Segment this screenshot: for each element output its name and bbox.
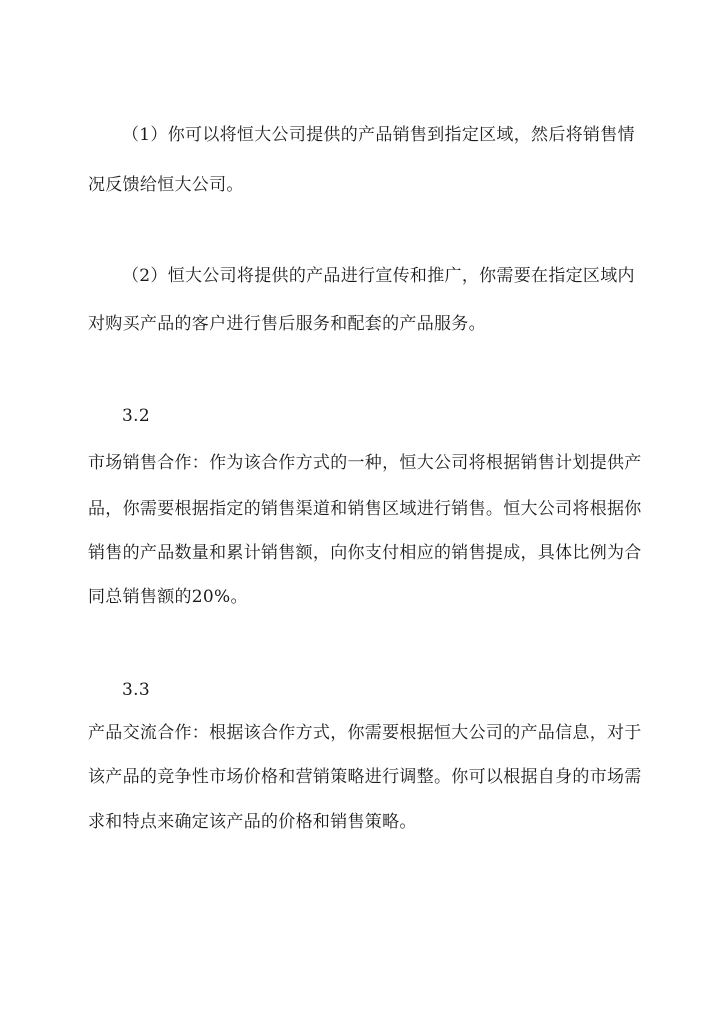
- paragraph-3-line-2: 品，你需要根据指定的销售渠道和销售区域进行销售。恒大公司将根据你: [88, 499, 642, 519]
- paragraph-3-line-4: 同总销售额的20%。: [88, 587, 248, 607]
- paragraph-3-line-3: 销售的产品数量和累计销售额，向你支付相应的销售提成，具体比例为合: [88, 543, 642, 563]
- section-number-3-3: 3.3: [122, 680, 150, 700]
- paragraph-2-line-2: 对购买产品的客户进行售后服务和配套的产品服务。: [88, 314, 486, 334]
- paragraph-3-line-1: 市场销售合作：作为该合作方式的一种，恒大公司将根据销售计划提供产: [88, 453, 642, 473]
- paragraph-4-line-2: 该产品的竞争性市场价格和营销策略进行调整。你可以根据自身的市场需: [88, 767, 642, 787]
- paragraph-4-line-3: 求和特点来确定该产品的价格和销售策略。: [88, 812, 417, 832]
- section-number-3-2: 3.2: [122, 406, 150, 426]
- paragraph-2-line-1: （2）恒大公司将提供的产品进行宣传和推广，你需要在指定区域内: [122, 266, 635, 286]
- paragraph-1-line-1: （1）你可以将恒大公司提供的产品销售到指定区域，然后将销售情: [122, 125, 635, 145]
- paragraph-1-line-2: 况反馈给恒大公司。: [88, 175, 244, 195]
- paragraph-4-line-1: 产品交流合作：根据该合作方式，你需要根据恒大公司的产品信息，对于: [88, 723, 642, 743]
